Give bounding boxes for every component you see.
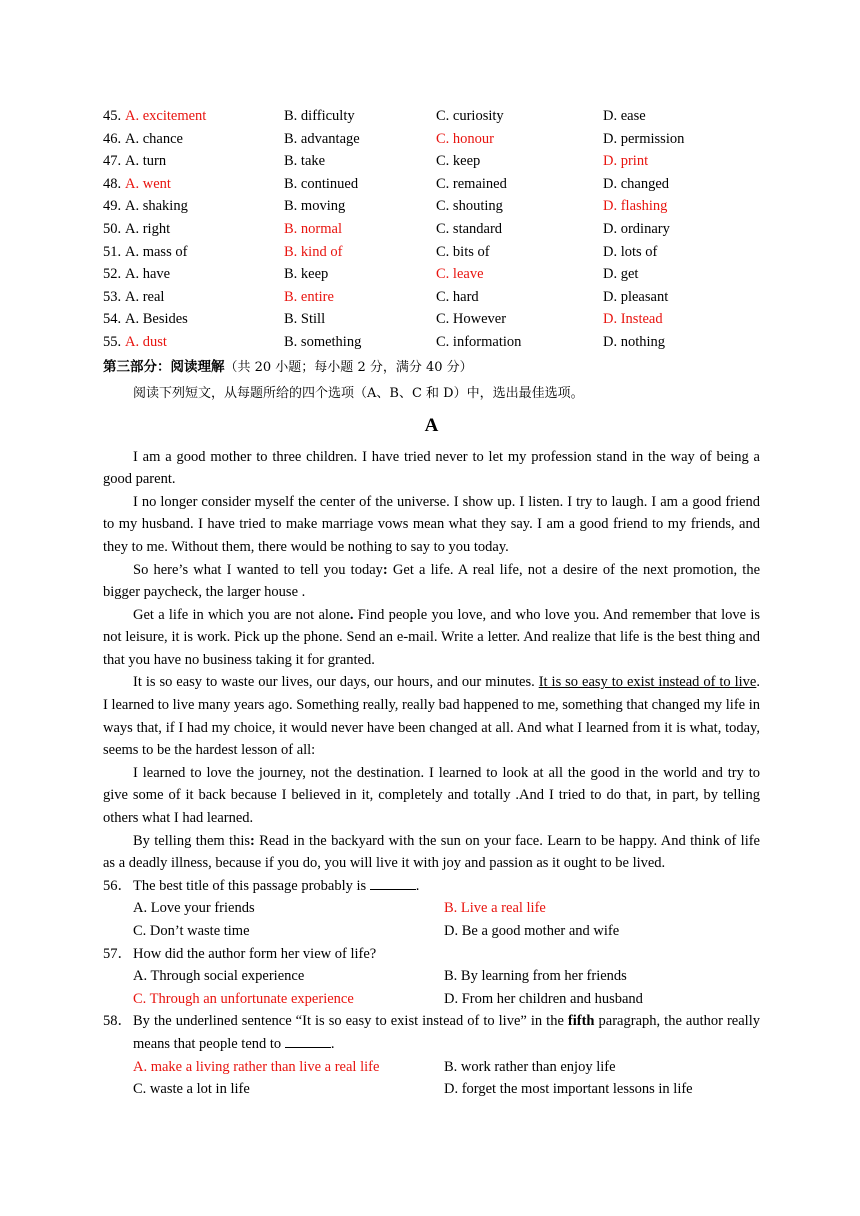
answer-row xyxy=(103,331,760,354)
option-b: B. By learning from her friends xyxy=(444,968,627,985)
option-c: C. keep xyxy=(436,153,481,170)
question-number: 53. xyxy=(103,288,122,305)
option-row xyxy=(103,920,760,943)
question-stem xyxy=(103,943,760,966)
option-c: C. information xyxy=(436,333,522,350)
option-d: D. print xyxy=(603,153,649,170)
option-c: C. leave xyxy=(436,266,484,283)
question-number: 58． xyxy=(103,1013,132,1030)
section-title: 第三部分：阅读理解 xyxy=(103,358,225,375)
passage-paragraph-4 xyxy=(103,604,760,672)
answer-row xyxy=(103,195,760,218)
option-d: D. get xyxy=(603,266,639,283)
question-bold-word: fifth xyxy=(567,1013,595,1030)
option-c: C. However xyxy=(436,311,507,328)
option-a: A. excitement xyxy=(125,108,207,124)
question-number: 47. xyxy=(103,153,122,170)
section-heading xyxy=(103,354,760,381)
option-b: B. normal xyxy=(284,220,342,237)
question-text-cont: paragraph, the author really means that people tend to xyxy=(133,1013,760,1052)
answer-row xyxy=(103,263,760,286)
question-text-end: . xyxy=(330,1035,335,1052)
paragraph-3-lead: So here’s what I wanted to tell you today xyxy=(133,561,383,578)
answer-blank xyxy=(370,875,416,890)
option-b: B. Still xyxy=(284,311,326,328)
option-d: D. changed xyxy=(603,175,670,192)
option-a: A. Through social experience xyxy=(133,968,305,985)
question-stem xyxy=(103,1010,760,1055)
passage-paragraph-1: I am a good mother to three children. I have tried never to let my profession stand in the way of being a good parent. xyxy=(103,448,760,488)
option-b: B. entire xyxy=(284,288,334,305)
option-c: C. shouting xyxy=(436,198,503,215)
paragraph-3-rest: Get a life. A real life, not a desire of the next promotion, the bigger paycheck, the larger house . xyxy=(103,561,760,601)
option-c: C. honour xyxy=(436,130,494,147)
option-c: C. standard xyxy=(436,220,503,237)
answer-row xyxy=(103,286,760,309)
answer-blank xyxy=(285,1033,331,1048)
passage-body xyxy=(103,446,760,875)
option-b: B. advantage xyxy=(284,130,360,147)
underlined-sentence: It is so easy to exist instead of to live xyxy=(538,674,757,691)
question-number: 50. xyxy=(103,220,122,237)
option-a: A. right xyxy=(125,220,171,237)
option-c: C. bits of xyxy=(436,243,490,260)
passage-paragraph-6: I learned to love the journey, not the destination. I learned to look at all the good in the world and try to give some of it back because I believed in it, completely and totally .And I tried to do that, in part, by telling others what I had learned. xyxy=(103,764,760,827)
option-c: C. curiosity xyxy=(436,108,504,124)
section-instruction: 阅读下列短文，从每题所给的四个选项（A、B、C 和 D）中，选出最佳选项。 xyxy=(133,385,584,401)
passage-paragraph-5 xyxy=(103,671,760,761)
question-number: 57． xyxy=(103,945,132,962)
option-c: C. waste a lot in life xyxy=(133,1081,250,1098)
paragraph-7-lead: By telling them this xyxy=(133,832,250,849)
option-d: D. From her children and husband xyxy=(444,990,643,1007)
section-detail: （共 20 小题；每小题 2 分，满分 40 分） xyxy=(224,359,473,375)
question-57 xyxy=(103,943,760,1011)
exam-page xyxy=(103,105,760,1101)
option-b: B. continued xyxy=(284,175,359,192)
paragraph-5-rest: . I learned to live many years ago. Something really, really bad happened to me, something that changed my life in ways that, if I had my choice, it would never have been changed at all. And what I learned from it is what, today, seems to be the hardest lesson of all: xyxy=(103,674,760,759)
option-c: C. Through an unfortunate experience xyxy=(133,990,354,1007)
option-b: B. work rather than enjoy life xyxy=(444,1058,616,1075)
option-c: C. Don’t waste time xyxy=(133,923,250,939)
option-c: C. remained xyxy=(436,175,507,192)
option-row xyxy=(103,1078,760,1101)
question-number: 48. xyxy=(103,175,122,192)
passage-paragraph-7 xyxy=(103,830,760,875)
option-a: A. Besides xyxy=(125,311,188,328)
option-a: A. turn xyxy=(125,153,167,170)
question-number: 54. xyxy=(103,311,122,328)
option-d: D. Be a good mother and wife xyxy=(444,923,620,939)
option-row xyxy=(103,965,760,988)
option-a: A. went xyxy=(125,175,171,192)
answer-key-list xyxy=(103,105,760,354)
option-b: B. difficulty xyxy=(284,108,355,124)
question-text: By the underlined sentence “It is so easy to exist instead of to live” in the xyxy=(133,1013,568,1030)
paragraph-7-rest: Read in the backyard with the sun on your face. Learn to be happy. And think of life as a deadly illness, because if you do, you will live it with joy and passion as it ought to be lived. xyxy=(103,832,760,872)
answer-row xyxy=(103,173,760,196)
question-56 xyxy=(103,875,760,943)
question-stem xyxy=(103,875,760,898)
option-d: D. ordinary xyxy=(603,220,670,237)
answer-row xyxy=(103,241,760,264)
passage-title: A xyxy=(424,414,439,436)
question-number: 56． xyxy=(103,877,132,894)
answer-row xyxy=(103,105,760,128)
answer-row xyxy=(103,308,760,331)
option-a: A. chance xyxy=(125,130,183,147)
option-b: B. take xyxy=(284,153,326,170)
option-a: A. shaking xyxy=(125,198,188,215)
paragraph-4-lead: Get a life in which you are not alone xyxy=(133,606,350,623)
option-b: B. moving xyxy=(284,198,346,215)
option-d: D. permission xyxy=(603,130,685,147)
question-text: The best title of this passage probably is xyxy=(133,877,370,894)
option-d: D. Instead xyxy=(603,311,663,328)
answer-row xyxy=(103,150,760,173)
question-number: 45. xyxy=(103,108,122,124)
option-d: D. nothing xyxy=(603,333,666,350)
answer-row xyxy=(103,218,760,241)
option-row xyxy=(103,897,760,920)
question-number: 46. xyxy=(103,130,122,147)
answer-row xyxy=(103,128,760,151)
paragraph-4-rest: Find people you love, and who love you. And remember that love is not leisure, it is work. Pick up the phone. Send an e-mail. Write a letter. And realize that life is the best thing and that you have no business taking it for granted. xyxy=(103,606,760,668)
question-number: 49. xyxy=(103,198,122,215)
option-b: B. something xyxy=(284,333,362,350)
option-a: A. real xyxy=(125,288,165,305)
passage-paragraph-3 xyxy=(103,559,760,604)
option-d: D. lots of xyxy=(603,243,658,260)
paragraph-7-colon: : xyxy=(250,832,255,849)
option-d: D. flashing xyxy=(603,198,668,215)
option-row xyxy=(103,1056,760,1079)
option-a: A. make a living rather than live a real life xyxy=(133,1058,380,1075)
option-a: A. have xyxy=(125,266,171,283)
question-number: 51. xyxy=(103,243,122,260)
option-b: B. kind of xyxy=(284,243,343,260)
option-b: B. keep xyxy=(284,266,329,283)
question-number: 52. xyxy=(103,266,122,283)
option-c: C. hard xyxy=(436,288,479,305)
option-d: D. pleasant xyxy=(603,288,669,305)
option-row xyxy=(103,988,760,1011)
question-number: 55. xyxy=(103,333,122,350)
question-58 xyxy=(103,1010,760,1100)
paragraph-5-lead: It is so easy to waste our lives, our days, our hours, and our minutes. xyxy=(133,674,539,691)
question-text-end: . xyxy=(415,877,420,894)
option-d: D. ease xyxy=(603,108,646,124)
option-a: A. dust xyxy=(125,333,167,350)
question-text: How did the author form her view of life? xyxy=(133,945,377,962)
passage-paragraph-2: I no longer consider myself the center of the universe. I show up. I listen. I try to laugh. I am a good friend to my husband. I have tried to make marriage vows mean what they say. I am a good friend to my friends, and they to me. Without them, there would be nothing to say to you today. xyxy=(103,493,760,555)
paragraph-3-colon: : xyxy=(382,561,388,578)
option-d: D. forget the most important lessons in life xyxy=(444,1081,693,1098)
option-a: A. mass of xyxy=(125,243,188,260)
option-b: B. Live a real life xyxy=(444,900,546,917)
option-a: A. Love your friends xyxy=(133,900,255,917)
paragraph-4-dot: . xyxy=(349,606,354,623)
